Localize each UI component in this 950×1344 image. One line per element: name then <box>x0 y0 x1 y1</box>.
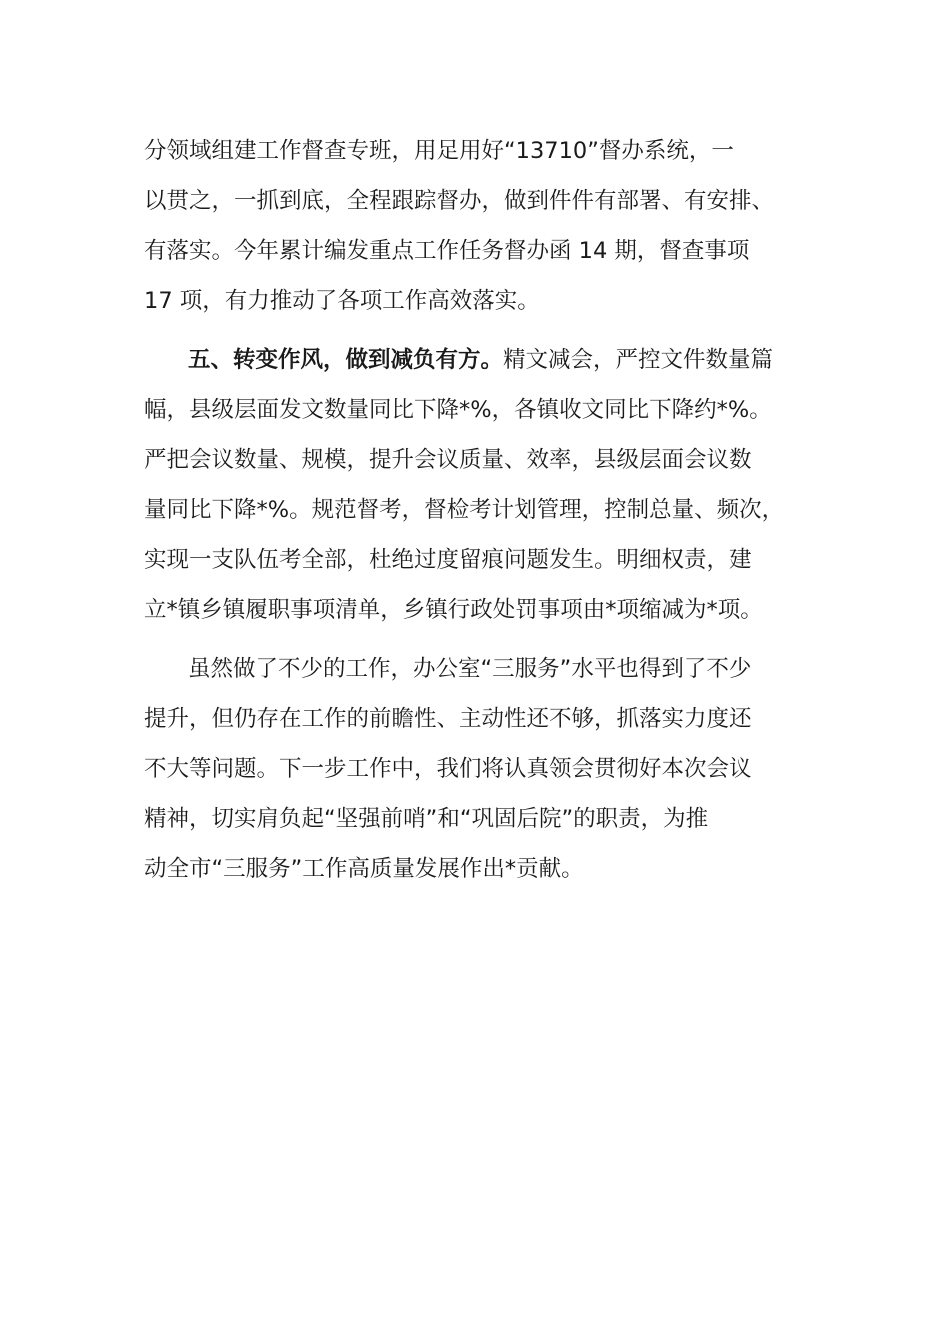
text-line: 实现一支队伍考全部，杜绝过度留痕问题发生。明细权责，建 <box>144 547 752 573</box>
paragraph-supervision <box>144 126 810 326</box>
paragraph-spacer <box>144 635 810 644</box>
text-line: 提升，但仍存在工作的前瞻性、主动性还不够，抓落实力度还 <box>144 706 752 732</box>
text-line: 17 项，有力推动了各项工作高效落实。 <box>144 288 540 314</box>
text-line: 量同比下降*%。规范督考，督检考计划管理，控制总量、频次， <box>144 497 785 523</box>
section-heading: 五、转变作风，做到减负有方。 <box>188 347 504 373</box>
text-line: 严把会议数量、规模，提升会议质量、效率，县级层面会议数 <box>144 447 752 473</box>
text-line: 不大等问题。下一步工作中，我们将认真领会贯彻好本次会议 <box>144 756 752 782</box>
heading-continuation: 精文减会，严控文件数量篇 <box>503 347 774 373</box>
text-line: 精神，切实肩负起“坚强前哨”和“巩固后院”的职责，为推 <box>144 806 709 832</box>
text-line: 幅，县级层面发文数量同比下降*%，各镇收文同比下降约*%。 <box>144 397 772 423</box>
paragraph-conclusion <box>144 644 810 894</box>
text-line: 立*镇乡镇履职事项清单，乡镇行政处罚事项由*项缩减为*项。 <box>144 597 763 623</box>
text-line: 动全市“三服务”工作高质量发展作出*贡献。 <box>144 856 584 882</box>
paragraph-spacer <box>144 326 810 335</box>
text-line: 有落实。今年累计编发重点工作任务督办函 14 期，督查事项 <box>144 238 750 264</box>
text-line: 分领域组建工作督查专班，用足用好“13710”督办系统，一 <box>144 138 734 164</box>
document-body <box>144 126 810 894</box>
text-line: 虽然做了不少的工作，办公室“三服务”水平也得到了不少 <box>188 656 752 682</box>
text-line <box>144 335 810 385</box>
text-line: 以贯之，一抓到底，全程跟踪督办，做到件件有部署、有安排、 <box>144 188 775 214</box>
paragraph-reduce-burden <box>144 335 810 635</box>
